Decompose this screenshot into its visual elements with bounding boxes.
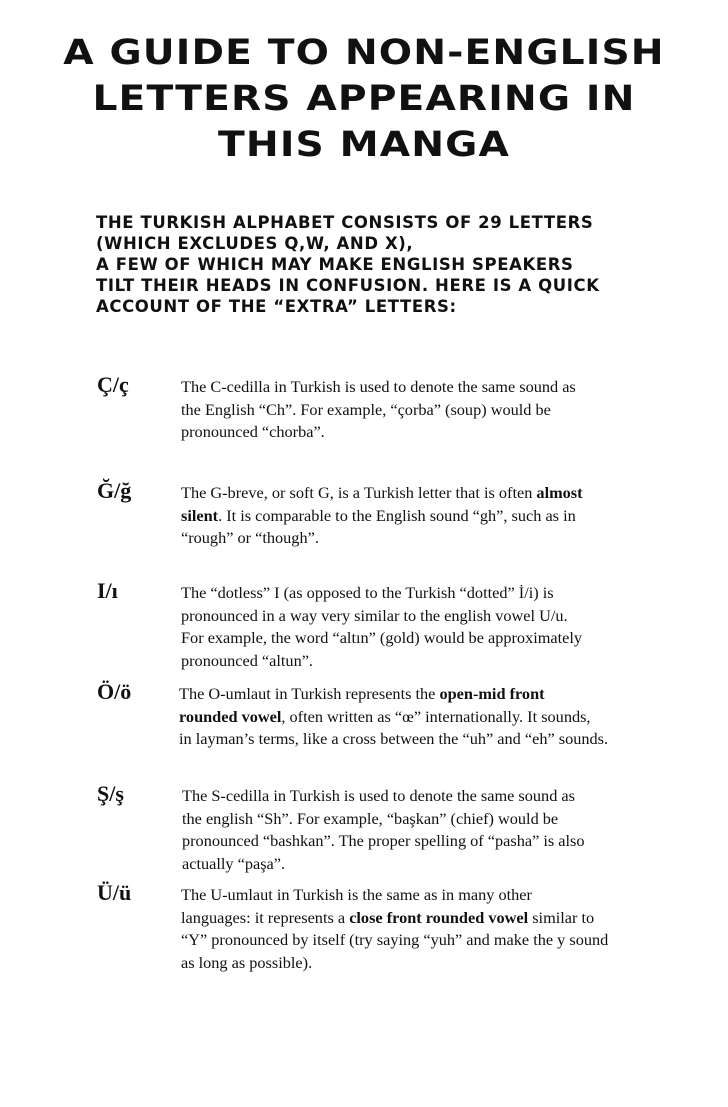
title-line: A GUIDE TO NON-ENGLISH [63,33,665,73]
intro-line: TILT THEIR HEADS IN CONFUSION. HERE IS A QUICK [96,276,600,295]
text: “Y” pronounced by itself (try saying “yuh” and make the y sound [181,930,609,949]
description-line [181,527,681,550]
description-line [182,808,682,831]
letter-description [181,376,681,444]
emphasis-text: open-mid front [439,684,545,703]
description-line [181,952,681,975]
text: the english “Sh”. For example, “başkan” (chief) would be [182,808,559,828]
text: similar to [528,907,595,927]
text: as long as possible). [181,952,313,972]
description-line [179,706,679,729]
description-line [181,884,681,907]
intro-line: (WHICH EXCLUDES Q,W, AND X), [96,234,414,253]
text: The “dotless” I (as opposed to the Turkish “dotted” İ/i) is [181,583,554,602]
text: in layman’s terms, like a cross between the “uh” and “eh” sounds. [179,729,609,748]
title-line: LETTERS APPEARING IN [92,79,636,119]
description-line [182,830,682,853]
letter-glyph: Ş/ş [97,781,124,806]
description-line [181,929,681,952]
letter-glyph: I/ı [97,578,118,603]
text: languages: it represents a [181,907,350,927]
letter-glyph: Ç/ç [97,372,129,397]
intro-paragraph [96,212,656,317]
text: pronounced in a way very similar to the english vowel U/u. [181,605,568,625]
text: pronounced “chorba”. [181,422,325,441]
description-line [181,505,681,528]
letter-glyph: Ö/ö [97,679,132,704]
text: The G-breve, or soft G, is a Turkish letter that is often [181,483,537,502]
intro-line: A FEW OF WHICH MAY MAKE ENGLISH SPEAKERS [96,255,574,274]
intro-line: ACCOUNT OF THE “EXTRA” LETTERS: [96,297,457,316]
description-line [181,627,681,650]
description-line [181,907,681,930]
text: The S-cedilla in Turkish is used to denote the same sound as [182,786,575,805]
intro-line: THE TURKISH ALPHABET CONSISTS OF 29 LETTERS [96,213,594,232]
description-line [179,683,679,706]
emphasis-text: almost [536,483,583,502]
description-line [181,650,681,673]
description-line [181,582,681,605]
letter-description [179,683,679,751]
letter-description [181,884,681,974]
description-line [181,399,681,422]
emphasis-text: rounded vowel [179,706,282,726]
text: the English “Ch”. For example, “çorba” (soup) would be [181,399,551,419]
text: , often written as “œ” internationally. It sounds, [281,706,591,726]
text: pronounced “bashkan”. The proper spelling of “pasha” is also [182,831,585,850]
letter-glyph: Ğ/ğ [97,478,132,503]
text: “rough” or “though”. [181,528,319,547]
text: actually “paşa”. [182,853,286,873]
emphasis-text: close front rounded vowel [349,907,529,927]
letter-description [181,482,681,550]
description-line [181,482,681,505]
letter-description [182,785,682,875]
description-line [179,728,679,751]
description-line [181,421,681,444]
emphasis-text: silent [181,505,219,525]
title-line: THIS MANGA [218,125,510,165]
page-title [1,30,727,168]
text: pronounced “altun”. [181,650,314,670]
description-line [182,785,682,808]
letter-glyph: Ü/ü [97,880,132,905]
description-line [181,605,681,628]
description-line [182,853,682,876]
letter-description [181,582,681,672]
description-line [181,376,681,399]
text: For example, the word “altın” (gold) would be approximately [181,628,583,647]
text: . It is comparable to the English sound “gh”, such as in [218,505,576,525]
text: The O-umlaut in Turkish represents the [179,684,440,703]
text: The C-cedilla in Turkish is used to denote the same sound as [181,377,576,396]
text: The U-umlaut in Turkish is the same as in many other [181,885,532,904]
